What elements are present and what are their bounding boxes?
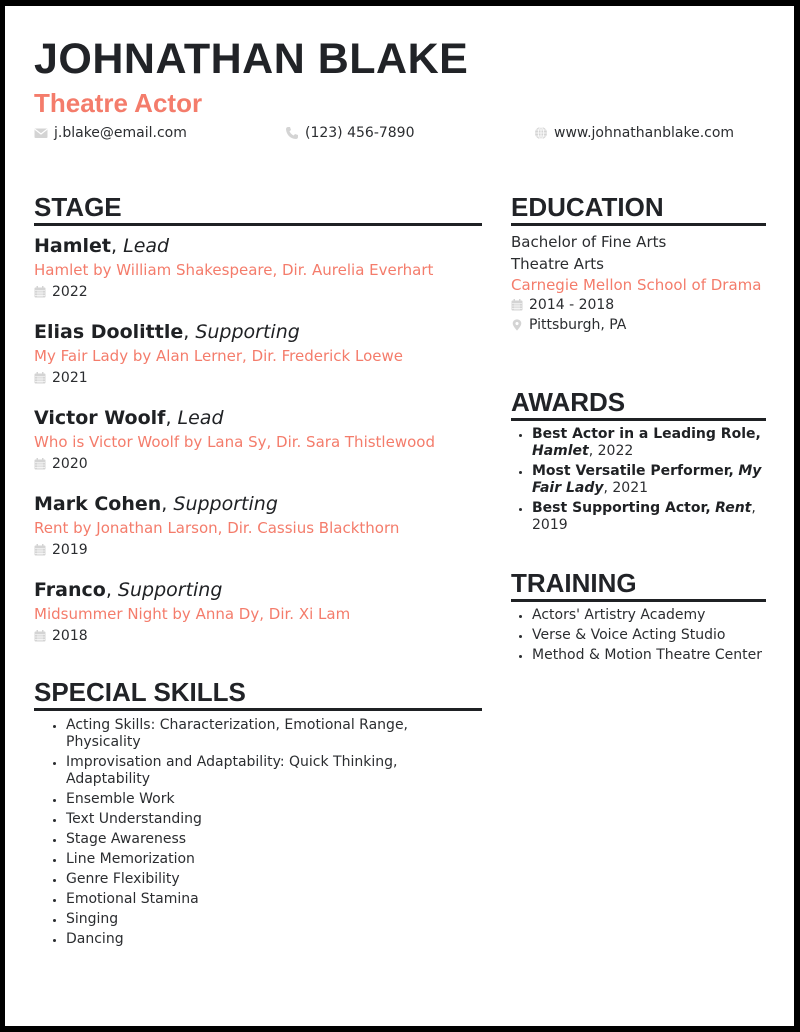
role-separator: , — [183, 321, 196, 343]
skill-item: • Acting Skills: Characterization, Emotional Range, Physicality — [66, 717, 482, 751]
role-name: Franco — [34, 579, 106, 601]
award-year: , 2022 — [588, 443, 634, 459]
year-line — [34, 454, 482, 474]
role-line — [34, 406, 482, 430]
role-type: Lead — [177, 407, 224, 429]
production-info: Midsummer Night by Anna Dy, Dir. Xi Lam — [34, 605, 351, 623]
role-line — [34, 234, 482, 258]
award-item — [532, 426, 766, 460]
role-type: Supporting — [195, 321, 300, 343]
role-name: Mark Cohen — [34, 493, 162, 515]
skills-section — [34, 679, 482, 951]
year-line — [34, 368, 482, 388]
award-show: Rent — [715, 500, 752, 516]
section-title-training: TRAINING — [511, 570, 766, 602]
calendar-icon — [34, 286, 46, 298]
award-item — [532, 463, 766, 497]
education-entry — [511, 231, 766, 335]
production-info: Rent by Jonathan Larson, Dir. Cassius Blackthorn — [34, 519, 400, 537]
education-section — [511, 194, 766, 335]
role-line — [34, 320, 482, 344]
stage-item — [34, 578, 482, 646]
education-location — [511, 315, 766, 335]
award-year: , 2019 — [532, 500, 756, 533]
phone-text: (123) 456-7890 — [305, 125, 415, 141]
role-separator: , — [165, 407, 178, 429]
production-info: Hamlet by William Shakespeare, Dir. Aurelia Everhart — [34, 261, 434, 279]
awards-list — [511, 426, 766, 534]
field-of-study: Theatre Arts — [511, 255, 604, 273]
section-title-awards: AWARDS — [511, 389, 766, 421]
section-title-skills: SPECIAL SKILLS — [34, 679, 482, 711]
section-title-stage: STAGE — [34, 194, 482, 226]
stage-item — [34, 492, 482, 560]
year-text: 2020 — [52, 456, 88, 472]
calendar-icon — [34, 630, 46, 642]
stage-item — [34, 406, 482, 474]
role-line — [34, 492, 482, 516]
job-title: Theatre Actor — [34, 88, 203, 118]
role-name: Victor Woolf — [34, 407, 166, 429]
skill-item: • Line Memorization — [66, 851, 482, 868]
website-text: www.johnathanblake.com — [554, 125, 735, 141]
map-pin-icon — [511, 319, 523, 331]
role-name: Elias Doolittle — [34, 321, 184, 343]
role-type: Supporting — [173, 493, 278, 515]
production-info: Who is Victor Woolf by Lana Sy, Dir. Sara Thistlewood — [34, 433, 435, 451]
phone-icon — [285, 126, 299, 140]
calendar-icon — [34, 458, 46, 470]
award-show: Hamlet — [532, 443, 589, 459]
skill-item: • Dancing — [66, 931, 482, 948]
skill-item: • Text Understanding — [66, 811, 482, 828]
skill-item: • Genre Flexibility — [66, 871, 482, 888]
skill-item: • Singing — [66, 911, 482, 928]
skill-item: • Improvisation and Adaptability: Quick Thinking, Adaptability — [66, 754, 482, 788]
skills-list — [34, 717, 482, 948]
calendar-icon — [34, 544, 46, 556]
year-line — [34, 282, 482, 302]
role-type: Lead — [123, 235, 170, 257]
contact-email[interactable] — [34, 124, 187, 142]
education-dates — [511, 295, 766, 315]
role-line — [34, 578, 482, 602]
resume-page — [5, 6, 794, 1026]
training-item: • Actors' Artistry Academy — [532, 607, 766, 624]
degree: Bachelor of Fine Arts — [511, 233, 667, 251]
year-text: 2021 — [52, 370, 88, 386]
training-section — [511, 570, 766, 667]
training-list — [511, 607, 766, 664]
contact-website[interactable] — [534, 124, 734, 142]
role-separator: , — [111, 235, 124, 257]
role-name: Hamlet — [34, 235, 112, 257]
award-show: My Fair Lady — [532, 463, 762, 496]
awards-section — [511, 389, 766, 537]
calendar-icon — [34, 372, 46, 384]
award-name: Most Versatile Performer, — [532, 463, 734, 479]
production-info: My Fair Lady by Alan Lerner, Dir. Frederick Loewe — [34, 347, 404, 365]
stage-item — [34, 234, 482, 302]
contact-phone[interactable] — [285, 124, 415, 142]
training-item: • Verse & Voice Acting Studio — [532, 627, 766, 644]
section-title-education: EDUCATION — [511, 194, 766, 226]
email-text: j.blake@email.com — [54, 125, 187, 141]
skill-item: • Emotional Stamina — [66, 891, 482, 908]
skill-item: • Stage Awareness — [66, 831, 482, 848]
year-text: 2018 — [52, 628, 88, 644]
award-year: , 2021 — [603, 480, 649, 496]
year-text: 2019 — [52, 542, 88, 558]
role-separator: , — [105, 579, 118, 601]
candidate-name: JOHNATHAN BLAKE — [34, 35, 469, 83]
stage-item — [34, 320, 482, 388]
year-text: 2022 — [52, 284, 88, 300]
globe-icon — [534, 126, 548, 140]
training-item: • Method & Motion Theatre Center — [532, 647, 766, 664]
year-line — [34, 626, 482, 646]
year-line — [34, 540, 482, 560]
calendar-icon — [511, 299, 523, 311]
role-type: Supporting — [117, 579, 223, 601]
school-name: Carnegie Mellon School of Drama — [511, 276, 762, 294]
role-separator: , — [161, 493, 174, 515]
stage-section — [34, 194, 482, 664]
location-text: Pittsburgh, PA — [529, 317, 627, 333]
award-name: Best Actor in a Leading Role, — [532, 426, 761, 442]
award-item — [532, 500, 766, 534]
envelope-icon — [34, 126, 48, 140]
award-name: Best Supporting Actor, — [532, 500, 711, 516]
dates-text: 2014 - 2018 — [529, 297, 615, 313]
skill-item: • Ensemble Work — [66, 791, 482, 808]
